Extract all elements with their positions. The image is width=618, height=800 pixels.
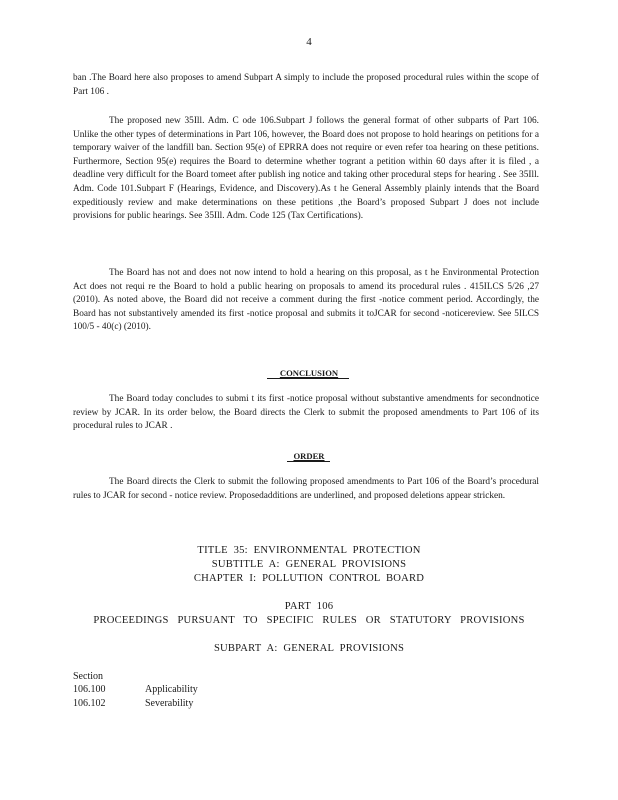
chapter-line: CHAPTER I: POLLUTION CONTROL BOARD xyxy=(193,573,425,584)
paragraph-no-hearing-text: The Board has not and does not now intend to hold a hearing on this proposal, as t he Environmental Protection Act does not requi re the Board to hold a public hearing on proposals to amend its procedural rules . 415ILCS 5/26 ,27 (2010). As noted above, the Board did not receive a comment during the first -notice comment period. Accordingly, the Board has not substantively amended its first -notice proposal and submits it toJCAR for second -noticereview. See 5ILCS 100/5 - 40(c) (2010). xyxy=(73,268,539,333)
paragraph-conclusion xyxy=(73,393,539,434)
paragraph-subpart-j-text: The proposed new 35Ill. Adm. C ode 106.Subpart J follows the general format of other subparts of Part 106. Unlike the other types of determinations in Part 106, however, the Board does not propose to hold hearings on petitions for a temporary waiver of the landfill ban. Section 95(e) of EPRRA does not require or even refer toa hearing on these petitions. Furthermore, Section 95(e) requires the Board to determine whether togrant a petition within 60 days after it is filed , a deadline very difficult for the Board tomeet after publish ing notice and taking other procedural steps for hearing . See 35Ill. Adm. Code 101.Subpart F (Hearings, Evidence, and Discovery).As t he General Assembly plainly intends that the Board expeditiously review and make determinations on these petitions ,the Board’s proposed Subpart J does not include provisions for public hearings. See 35Ill. Adm. Code 125 (Tax Certifications). xyxy=(73,116,539,222)
paragraph-order xyxy=(73,476,539,503)
part-line: PART 106 xyxy=(284,601,334,612)
toc-section-title: Severability xyxy=(145,698,194,709)
part-name-line: PROCEEDINGS PURSUANT TO SPECIFIC RULES OR STATUTORY PROVISIONS xyxy=(93,615,525,626)
subpart-line: SUBPART A: GENERAL PROVISIONS xyxy=(213,643,405,654)
subtitle-line: SUBTITLE A: GENERAL PROVISIONS xyxy=(211,559,407,570)
page-number: 4 xyxy=(306,36,312,48)
order-heading: ORDER xyxy=(293,451,325,461)
paragraph-order-text: The Board directs the Clerk to submit the following proposed amendments to Part 106 of the Board’s procedural rules to JCAR for second - notice review. Proposedadditions are underlined, and proposed deletions appear stricken. xyxy=(73,477,539,501)
toc-row xyxy=(73,684,198,695)
title-line: TITLE 35: ENVIRONMENTAL PROTECTION xyxy=(197,545,421,556)
toc-row xyxy=(73,698,193,709)
order-underline xyxy=(287,461,330,462)
toc-section-number: 106.100 xyxy=(73,684,106,695)
paragraph-conclusion-text: The Board today concludes to submi t its first -notice proposal without substantive amendments for secondnotice review by JCAR. In its order below, the Board directs the Clerk to submit the proposed amendments to Part 106 of its procedural rules to JCAR . xyxy=(73,394,539,432)
paragraph-intro: ban .The Board here also proposes to amend Subpart A simply to include the proposed procedural rules within the scope of Part 106 . xyxy=(73,73,539,97)
paragraph-subpart-j xyxy=(73,115,539,224)
toc-section-number: 106.102 xyxy=(73,698,106,709)
toc-section-title: Applicability xyxy=(145,684,198,695)
conclusion-underline xyxy=(267,378,349,379)
paragraph-no-hearing xyxy=(73,267,539,335)
conclusion-heading: CONCLUSION xyxy=(279,368,339,378)
section-label: Section xyxy=(73,671,103,682)
